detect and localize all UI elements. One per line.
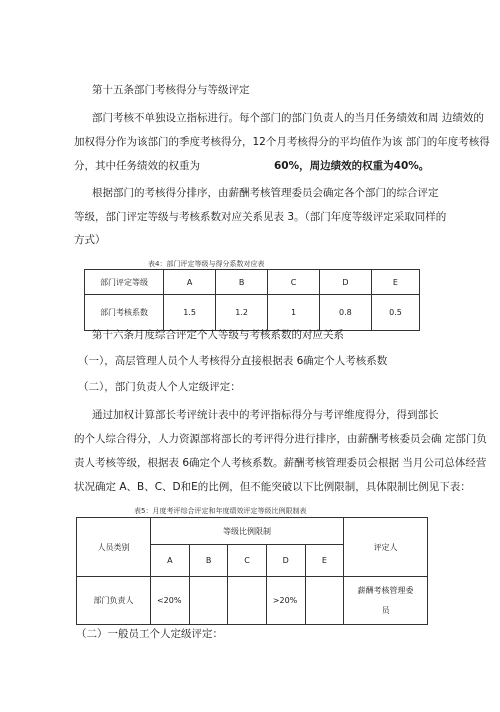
table-row <box>85 295 420 331</box>
table-cell: 0.8 <box>319 295 371 331</box>
table-cell <box>305 577 343 625</box>
table-header-cell: 人员类别 <box>77 518 151 577</box>
table-cell: 0.5 <box>371 295 419 331</box>
table-cell: >20% <box>266 577 305 625</box>
paragraph-line: 通过加权计算部长考评统计表中的考评指标得分与考评维度得分，得到部长 <box>92 409 439 421</box>
table-header-cell: 等级比例限制 <box>150 518 343 545</box>
table-cell: 部门考核系数 <box>85 295 164 331</box>
paragraph-line: 分，其中任务绩效的权重为 <box>74 160 200 172</box>
table-cell: 部门负责人 <box>77 577 151 625</box>
table4 <box>84 269 420 331</box>
table-header-cell: E <box>305 545 343 577</box>
table-row <box>77 518 428 545</box>
table-row <box>77 577 428 625</box>
table5-caption: 表5：月度考评综合评定和年度绩效评定等级比例限制表 <box>134 507 307 515</box>
list-item: （二），部门负责人个人定级评定： <box>78 381 241 393</box>
table-header-cell: D <box>266 545 305 577</box>
table-cell: 1.5 <box>164 295 216 331</box>
table-cell: 部门评定等级 <box>85 270 164 295</box>
table-cell: B <box>216 270 268 295</box>
table-header-cell: C <box>228 545 266 577</box>
paragraph-line: 60%，周边绩效的权重为40%。 <box>274 160 430 172</box>
paragraph-line: 的个人综合得分，人力资源部将部长的考评得分进行排序，由薪酬考核委员会确 定部门负 <box>74 433 487 445</box>
rater-line: 薪酬考核管理委 <box>357 585 414 595</box>
table5 <box>76 517 428 625</box>
table-cell: 1 <box>268 295 320 331</box>
table-cell: A <box>164 270 216 295</box>
table-cell: E <box>371 270 419 295</box>
table-cell: 1.2 <box>216 295 268 331</box>
table-cell <box>189 577 227 625</box>
table-header-cell: 评定人 <box>344 518 428 577</box>
table-cell <box>228 577 266 625</box>
table4-caption: 表4：部门评定等级与得分系数对应表 <box>148 260 265 268</box>
table-cell: D <box>319 270 371 295</box>
table-cell: <20% <box>150 577 189 625</box>
table-row <box>85 270 420 295</box>
paragraph-line: 状况确定 A、B、C、D和E的比例，但不能突破以下比例限制，具体限制比例见下表： <box>74 481 471 493</box>
rater-line: 员 <box>381 605 390 615</box>
table-header-cell: B <box>189 545 227 577</box>
paragraph-line: 责人考核等级，根据表 6确定个人考核系数。薪酬考核管理委员会根据 当月公司总体经营 <box>74 457 487 469</box>
section16-title: 第十六条月度综合评定个人等级与考核系数的对应关系 <box>92 329 344 341</box>
paragraph-line: 部门考核不单独设立指标进行。每个部门的部门负责人的当月任务绩效和周 边绩效的 <box>92 112 484 124</box>
paragraph-line: 等级，部门评定等级与考核系数对应关系见表 3。（部门年度等级评定采取同样的 <box>74 211 447 223</box>
paragraph-line: 加权得分作为该部门的季度考核得分，12个月考核得分的平均值作为该 部门的年度考核得 <box>74 136 490 148</box>
table-header-cell: A <box>150 545 189 577</box>
list-item: （二）一般员工个人定级评定： <box>76 628 223 640</box>
table-cell <box>344 577 428 625</box>
paragraph-line: 根据部门的考核得分排序，由薪酬考核管理委员会确定各个部门的综合评定 <box>92 187 439 199</box>
table-cell: C <box>268 270 320 295</box>
paragraph-line: 方式） <box>74 234 106 246</box>
section15-title: 第十五条部门考核得分与等级评定 <box>92 84 250 96</box>
list-item: （一），高层管理人员个人考核得分直接根据表 6确定个人考核系数 <box>78 355 388 367</box>
